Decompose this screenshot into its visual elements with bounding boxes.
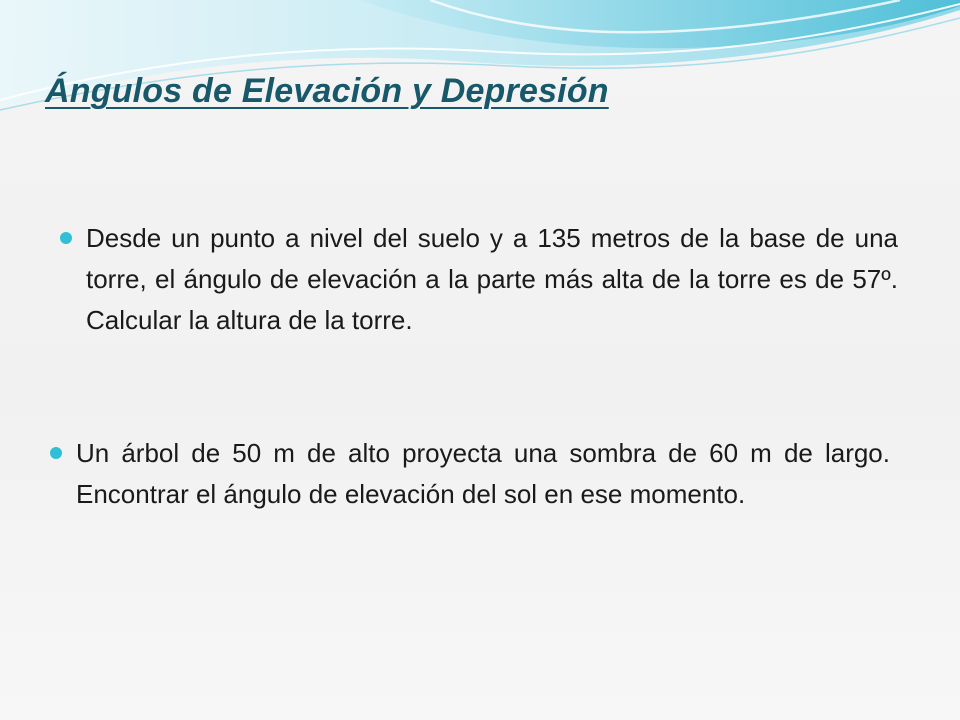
- bullet-text: Un árbol de 50 m de alto proyecta una sombra de 60 m de largo. Encontrar el ángulo de elevación del sol en ese momento.: [76, 438, 890, 509]
- bullet-item-tower-problem: [86, 218, 898, 341]
- bullet-text: Desde un punto a nivel del suelo y a 135 metros de la base de una torre, el ángulo de elevación a la parte más alta de la torre es de 57º. Calcular la altura de la torre.: [86, 223, 898, 335]
- slide-title: Ángulos de Elevación y Depresión: [45, 72, 609, 110]
- bullet-item-tree-problem: [76, 433, 890, 515]
- bullet-icon: [60, 232, 72, 244]
- bullet-icon: [50, 447, 62, 459]
